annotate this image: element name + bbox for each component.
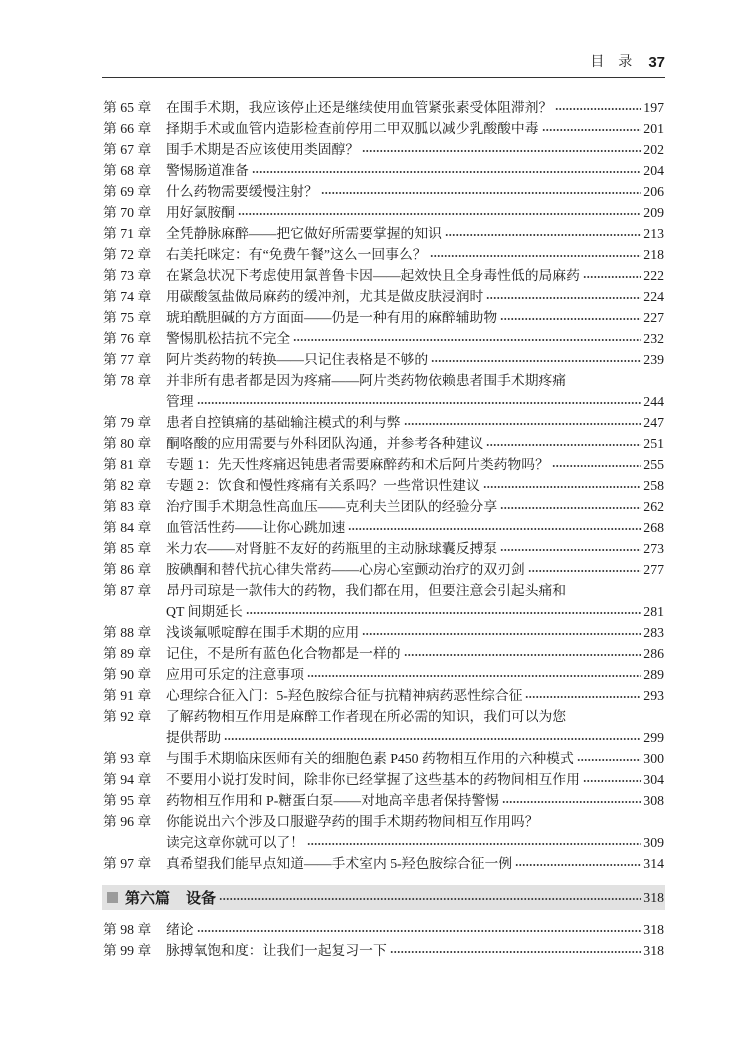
toc-entry <box>103 181 664 202</box>
page-number: 268 <box>643 520 664 535</box>
chapter-number: 第 72 章 <box>103 247 152 262</box>
chapter-number: 第 81 章 <box>103 457 152 472</box>
page-number: 227 <box>643 310 664 325</box>
chapter-title: 记住，不是所有蓝色化合物都是一样的 <box>166 646 401 661</box>
dot-leader <box>404 412 642 433</box>
page-number: 247 <box>643 415 664 430</box>
chapter-number: 第 99 章 <box>103 942 152 958</box>
chapter-title: 用碳酸氢盐做局麻药的缓冲剂，尤其是做皮肤浸润时 <box>166 289 484 304</box>
page-number: 299 <box>643 730 664 745</box>
page-number: 286 <box>643 646 664 661</box>
chapter-number: 第 85 章 <box>103 541 152 556</box>
page-number: 255 <box>643 457 664 472</box>
toc-entry-continuation <box>103 727 664 748</box>
toc-entry <box>103 349 664 370</box>
chapter-title: 你能说出六个涉及口服避孕药的围手术期药物间相互作用吗？ <box>166 814 539 829</box>
dot-leader <box>500 496 641 517</box>
dot-leader <box>224 727 641 748</box>
chapter-number: 第 76 章 <box>103 331 152 346</box>
chapter-number: 第 75 章 <box>103 310 152 325</box>
chapter-number: 第 80 章 <box>103 436 152 451</box>
dot-leader <box>500 538 641 559</box>
dot-leader <box>307 664 641 685</box>
toc-entry-line <box>103 811 664 832</box>
chapter-number: 第 67 章 <box>103 142 152 157</box>
page-number: 262 <box>643 499 664 514</box>
chapter-title: 应用可乐定的注意事项 <box>166 667 304 682</box>
toc-entry <box>103 244 664 265</box>
page-number: 300 <box>643 751 664 766</box>
folio-page-number: 37 <box>648 54 665 71</box>
chapter-title-continued: 管理 <box>166 394 194 409</box>
dot-leader <box>238 202 641 223</box>
dot-leader <box>390 940 642 961</box>
toc-entry <box>103 139 664 160</box>
toc-entry <box>103 790 664 811</box>
toc-entry <box>103 160 664 181</box>
chapter-title: 浅谈氟哌啶醇在围手术期的应用 <box>166 625 360 640</box>
chapter-title: 与围手术期临床医师有关的细胞色素 P450 药物相互作用的六种模式 <box>166 751 574 766</box>
part-title: 设备 <box>186 889 217 907</box>
chapter-number: 第 88 章 <box>103 625 152 640</box>
toc-entry-line <box>103 580 664 601</box>
toc-entry <box>103 853 664 874</box>
toc-entry <box>103 286 664 307</box>
chapter-title: 警惕肌松拮抗不完全 <box>166 331 291 346</box>
chapter-number: 第 84 章 <box>103 520 152 535</box>
chapter-title: 患者自控镇痛的基础输注模式的利与弊 <box>166 415 401 430</box>
chapter-title: 并非所有患者都是因为疼痛——阿片类药物依赖患者围手术期疼痛 <box>166 373 567 388</box>
running-header <box>590 52 665 74</box>
toc-entry <box>103 118 664 139</box>
page-number: 213 <box>643 226 664 241</box>
toc-entry <box>103 433 664 454</box>
toc-entry <box>103 475 664 496</box>
toc-entry <box>103 559 664 580</box>
page-number: 318 <box>643 890 664 905</box>
toc-entry <box>103 517 664 538</box>
toc-entry <box>103 538 664 559</box>
chapter-title: 血管活性药——让你心跳加速 <box>166 520 346 535</box>
toc-entry <box>103 412 664 433</box>
chapter-title: 什么药物需要缓慢注射？ <box>166 184 318 199</box>
header-rule <box>102 77 665 78</box>
toc-entry <box>103 202 664 223</box>
chapter-number: 第 86 章 <box>103 562 152 577</box>
toc-entry <box>103 580 664 622</box>
chapter-number: 第 82 章 <box>103 478 152 493</box>
toc-entry <box>103 328 664 349</box>
toc-entry <box>103 622 664 643</box>
table-of-contents <box>103 97 664 961</box>
dot-leader <box>197 391 642 412</box>
chapter-number: 第 92 章 <box>103 709 152 724</box>
chapter-number: 第 66 章 <box>103 121 152 136</box>
chapter-title: 昂丹司琼是一款伟大的药物，我们都在用，但要注意会引起头痛和 <box>166 583 567 598</box>
chapter-number-indent <box>103 601 166 622</box>
dot-leader <box>348 517 641 538</box>
chapter-title: 在紧急状况下考虑使用氯普鲁卡因——起效快且全身毒性低的局麻药 <box>166 268 580 283</box>
chapter-title: 真希望我们能早点知道——手术室内 5-羟色胺综合征一例 <box>166 856 513 871</box>
toc-entry <box>103 811 664 853</box>
chapter-title: 琥珀酰胆碱的方方面面——仍是一种有用的麻醉辅助物 <box>166 310 498 325</box>
page-number: 318 <box>643 942 664 958</box>
chapter-title-continued: 提供帮助 <box>166 730 222 745</box>
page-number: 224 <box>643 289 664 304</box>
toc-entry <box>103 643 664 664</box>
chapter-title: 在围手术期，我应该停止还是继续使用血管紧张素受体阻滞剂？ <box>166 100 553 115</box>
dot-leader <box>362 622 641 643</box>
dot-leader <box>555 97 641 118</box>
running-header-title: 目 录 <box>590 55 633 70</box>
dot-leader <box>431 349 641 370</box>
toc-entry <box>103 97 664 118</box>
chapter-number-indent <box>103 727 166 748</box>
chapter-title: 绪论 <box>166 921 194 937</box>
page-number: 222 <box>643 268 664 283</box>
chapter-number: 第 73 章 <box>103 268 152 283</box>
toc-entry <box>103 496 664 517</box>
chapter-title: 用好氯胺酮 <box>166 205 235 220</box>
toc-entry <box>103 454 664 475</box>
page-number: 309 <box>643 835 664 850</box>
toc-entry <box>103 919 664 940</box>
chapter-number: 第 70 章 <box>103 205 152 220</box>
dot-leader <box>404 643 642 664</box>
page-number: 304 <box>643 772 664 787</box>
chapter-title: 酮咯酸的应用需要与外科团队沟通，并参考各种建议 <box>166 436 484 451</box>
chapter-number: 第 94 章 <box>103 772 152 787</box>
dot-leader <box>583 769 641 790</box>
chapter-number: 第 68 章 <box>103 163 152 178</box>
chapter-number: 第 87 章 <box>103 583 152 598</box>
chapter-number-indent <box>103 832 166 853</box>
chapter-title: 警惕肠道准备 <box>166 163 249 178</box>
chapter-title: 米力农——对肾脏不友好的药瓶里的主动脉球囊反搏泵 <box>166 541 498 556</box>
toc-entry <box>103 307 664 328</box>
dot-leader <box>486 433 641 454</box>
dot-leader <box>219 885 641 910</box>
chapter-number: 第 78 章 <box>103 373 152 388</box>
chapter-number: 第 90 章 <box>103 667 152 682</box>
toc-entry <box>103 685 664 706</box>
chapter-title: 脉搏氧饱和度：让我们一起复习一下 <box>166 942 387 958</box>
toc-entry <box>103 370 664 412</box>
chapter-title: 心理综合征入门：5-羟色胺综合征与抗精神病药恶性综合征 <box>166 688 523 703</box>
page-number: 204 <box>643 163 664 178</box>
dot-leader <box>197 919 642 940</box>
toc-entry <box>103 769 664 790</box>
chapter-number: 第 93 章 <box>103 751 152 766</box>
chapter-number-indent <box>103 391 166 412</box>
page-number: 239 <box>643 352 664 367</box>
chapter-title: 全凭静脉麻醉——把它做好所需要掌握的知识 <box>166 226 442 241</box>
chapter-number: 第 65 章 <box>103 100 152 115</box>
dot-leader <box>483 475 641 496</box>
dot-leader <box>542 118 642 139</box>
page-number: 258 <box>643 478 664 493</box>
toc-entry-continuation <box>103 601 664 622</box>
toc-entry <box>103 664 664 685</box>
toc-entry <box>103 706 664 748</box>
chapter-number: 第 97 章 <box>103 856 152 871</box>
chapter-title: 治疗围手术期急性高血压——克利夫兰团队的经验分享 <box>166 499 498 514</box>
page-number: 202 <box>643 142 664 157</box>
dot-leader <box>252 160 642 181</box>
page-number: 273 <box>643 541 664 556</box>
chapter-title: 了解药物相互作用是麻醉工作者现在所必需的知识，我们可以为您 <box>166 709 567 724</box>
page-number: 281 <box>643 604 664 619</box>
dot-leader <box>430 244 642 265</box>
chapter-number: 第 91 章 <box>103 688 152 703</box>
toc-entry <box>103 748 664 769</box>
chapter-number: 第 83 章 <box>103 499 152 514</box>
toc-entry-continuation <box>103 832 664 853</box>
page-number: 277 <box>643 562 664 577</box>
chapter-title: 专题 1：先天性疼痛迟钝患者需要麻醉药和术后阿片类药物吗？ <box>166 457 549 472</box>
page-number: 197 <box>643 100 664 115</box>
toc-entry <box>103 940 664 961</box>
chapter-number: 第 89 章 <box>103 646 152 661</box>
chapter-title: 阿片类药物的转换——只记住表格是不够的 <box>166 352 429 367</box>
dot-leader <box>502 790 641 811</box>
page-number: 318 <box>643 921 664 937</box>
dot-leader <box>362 139 641 160</box>
toc-entry-line <box>103 706 664 727</box>
dot-leader <box>525 685 641 706</box>
dot-leader <box>321 181 642 202</box>
page-number: 293 <box>643 688 664 703</box>
toc-entry <box>103 223 664 244</box>
chapter-number: 第 96 章 <box>103 814 152 829</box>
dot-leader <box>307 832 641 853</box>
chapter-title: 胺碘酮和替代抗心律失常药——心房心室颤动治疗的双刃剑 <box>166 562 525 577</box>
chapter-number: 第 77 章 <box>103 352 152 367</box>
dot-leader <box>577 748 642 769</box>
dot-leader <box>445 223 641 244</box>
chapter-number: 第 74 章 <box>103 289 152 304</box>
chapter-number: 第 98 章 <box>103 921 152 937</box>
chapter-number: 第 79 章 <box>103 415 152 430</box>
part-heading <box>102 885 665 910</box>
chapter-title: 不要用小说打发时间，除非你已经掌握了这些基本的药物间相互作用 <box>166 772 580 787</box>
chapter-title-continued: QT 间期延长 <box>166 604 243 619</box>
part-number: 第六篇 <box>125 889 171 907</box>
page-number: 244 <box>643 394 664 409</box>
chapter-title: 右美托咪定：有“免费午餐”这么一回事么？ <box>166 247 427 262</box>
page-number: 283 <box>643 625 664 640</box>
chapter-title: 择期手术或血管内造影检查前停用二甲双胍以减少乳酸酸中毒 <box>166 121 539 136</box>
chapter-title: 围手术期是否应该使用类固醇？ <box>166 142 360 157</box>
chapter-number: 第 69 章 <box>103 184 152 199</box>
toc-entry-continuation <box>103 391 664 412</box>
chapter-title-continued: 读完这章你就可以了！ <box>166 835 304 850</box>
dot-leader <box>500 307 641 328</box>
dot-leader <box>528 559 642 580</box>
dot-leader <box>293 328 641 349</box>
page-number: 308 <box>643 793 664 808</box>
chapter-title: 药物相互作用和 P-糖蛋白泵——对地高辛患者保持警惕 <box>166 793 500 808</box>
dot-leader <box>515 853 641 874</box>
page-number: 314 <box>643 856 664 871</box>
page-number: 209 <box>643 205 664 220</box>
toc-entry-line <box>103 370 664 391</box>
page-number: 232 <box>643 331 664 346</box>
chapter-number: 第 95 章 <box>103 793 152 808</box>
dot-leader <box>246 601 642 622</box>
page-number: 289 <box>643 667 664 682</box>
dot-leader <box>486 286 641 307</box>
dot-leader <box>552 454 641 475</box>
chapter-title: 专题 2：饮食和慢性疼痛有关系吗？一些常识性建议 <box>166 478 480 493</box>
page-number: 201 <box>643 121 664 136</box>
square-bullet-icon <box>107 892 118 903</box>
chapter-number: 第 71 章 <box>103 226 152 241</box>
page-number: 218 <box>643 247 664 262</box>
page-number: 206 <box>643 184 664 199</box>
toc-entry <box>103 265 664 286</box>
dot-leader <box>583 265 641 286</box>
page-number: 251 <box>643 436 664 451</box>
